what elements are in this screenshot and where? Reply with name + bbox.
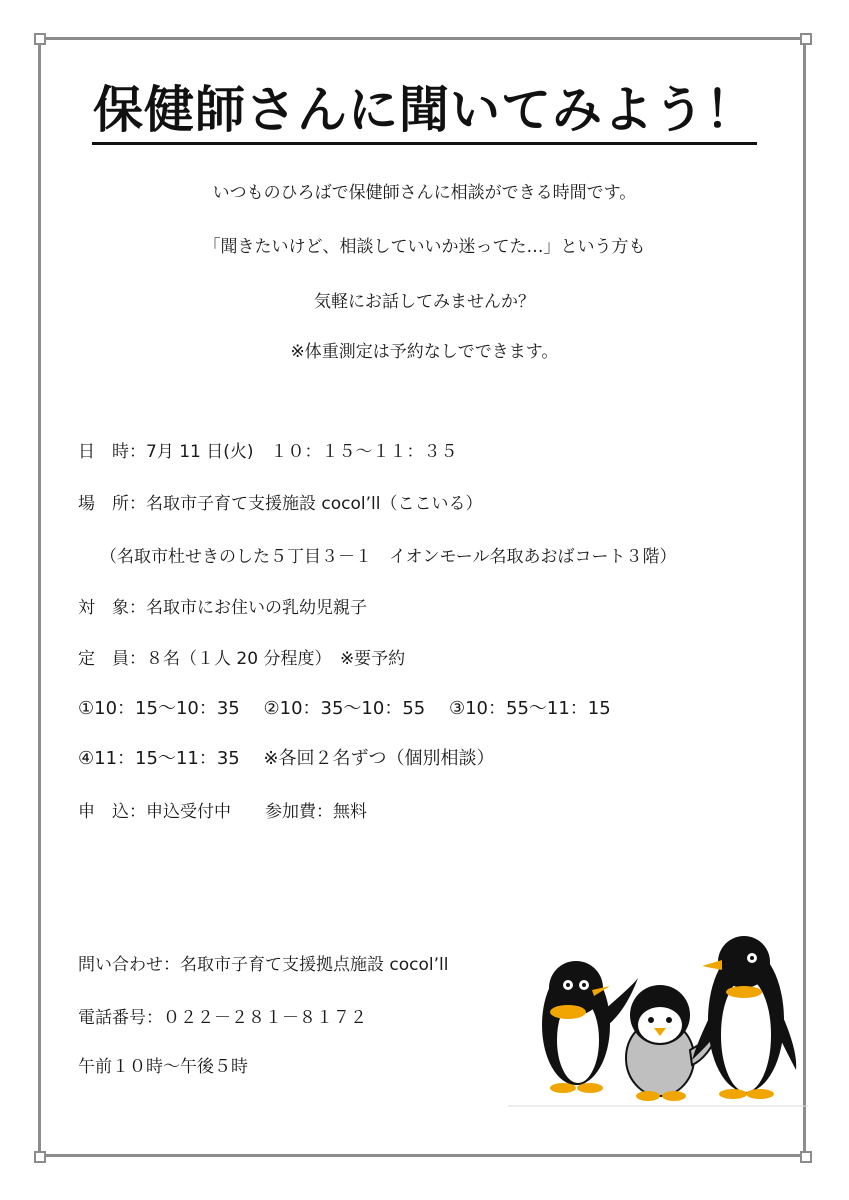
- capacity-line: 定 員：８名（１人 20 分程度） ※要予約: [78, 649, 406, 669]
- intro-note: ※体重測定は予約なしでできます。: [290, 342, 559, 362]
- date-line: 日 時：7月 11 日(火) １０：１５～１１：３５: [78, 442, 458, 462]
- border-corner: [34, 33, 46, 45]
- intro-line: いつものひろばで保健師さんに相談ができる時間です。: [212, 183, 637, 203]
- place-line: 場 所：名取市子育て支援施設 cocol’ll（ここいる）: [78, 494, 483, 514]
- title-underline: [92, 142, 757, 145]
- penguin-icon: [542, 961, 638, 1093]
- intro-line: 気軽にお話してみませんか？: [314, 292, 535, 312]
- border-corner: [800, 1151, 812, 1163]
- target-line: 対 象：名取市にお住いの乳幼児親子: [78, 598, 367, 618]
- time-slots-line: ④11：15～11：35 ※各回２名ずつ（個別相談）: [78, 748, 495, 769]
- intro-line: 「聞きたいけど、相談していいか迷ってた…」という方も: [203, 237, 646, 257]
- penguins-illustration: [508, 930, 808, 1110]
- phone-line: 電話番号：０２２－２８１－８１７２: [78, 1008, 367, 1028]
- border-corner: [800, 33, 812, 45]
- border-corner: [34, 1151, 46, 1163]
- hours-line: 午前１０時～午後５時: [78, 1057, 248, 1077]
- apply-line: 申 込：申込受付中 参加費：無料: [78, 802, 367, 822]
- time-slots-line: ①10：15～10：35 ②10：35～10：55 ③10：55～11：15: [78, 698, 611, 719]
- page-title: 保健師さんに聞いてみよう！: [93, 81, 756, 139]
- penguin-icon: [692, 936, 796, 1099]
- address-line: （名取市杜せきのした５丁目３－１ イオンモール名取あおばコート３階）: [100, 547, 677, 567]
- inquiry-line: 問い合わせ：名取市子育て支援拠点施設 cocol’ll: [78, 955, 449, 975]
